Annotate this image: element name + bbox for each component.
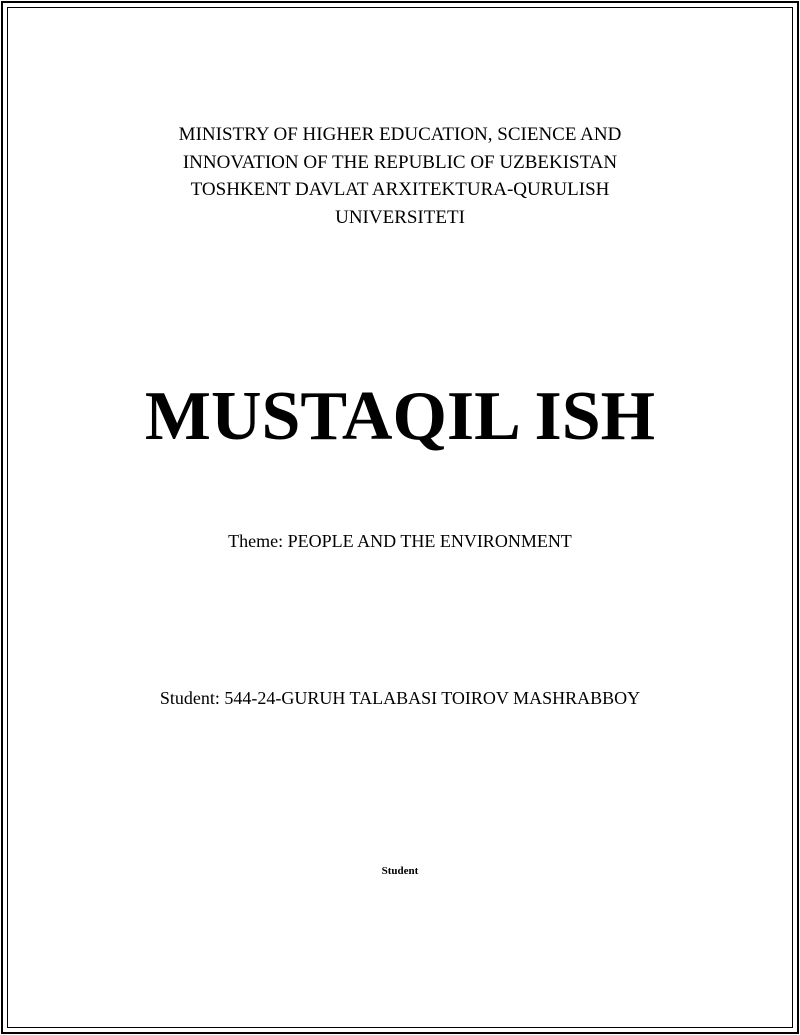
institution-header [0,121,800,231]
document-title: MUSTAQIL ISH [144,378,656,455]
header-line-universiteti: UNIVERSITETI [335,206,465,228]
student-caption: Student [381,865,419,877]
header-line-ministry: MINISTRY OF HIGHER EDUCATION, SCIENCE AND [178,124,622,145]
header-line-university: TOSHKENT DAVLAT ARXITEKTURA-QURULISH [190,179,610,200]
theme-line: Theme: PEOPLE AND THE ENVIRONMENT [228,531,572,551]
header-line-republic: INNOVATION OF THE REPUBLIC OF UZBEKISTAN [182,151,618,173]
student-line: Student: 544-24-GURUH TALABASI TOIROV MASHRABBOY [159,688,641,708]
